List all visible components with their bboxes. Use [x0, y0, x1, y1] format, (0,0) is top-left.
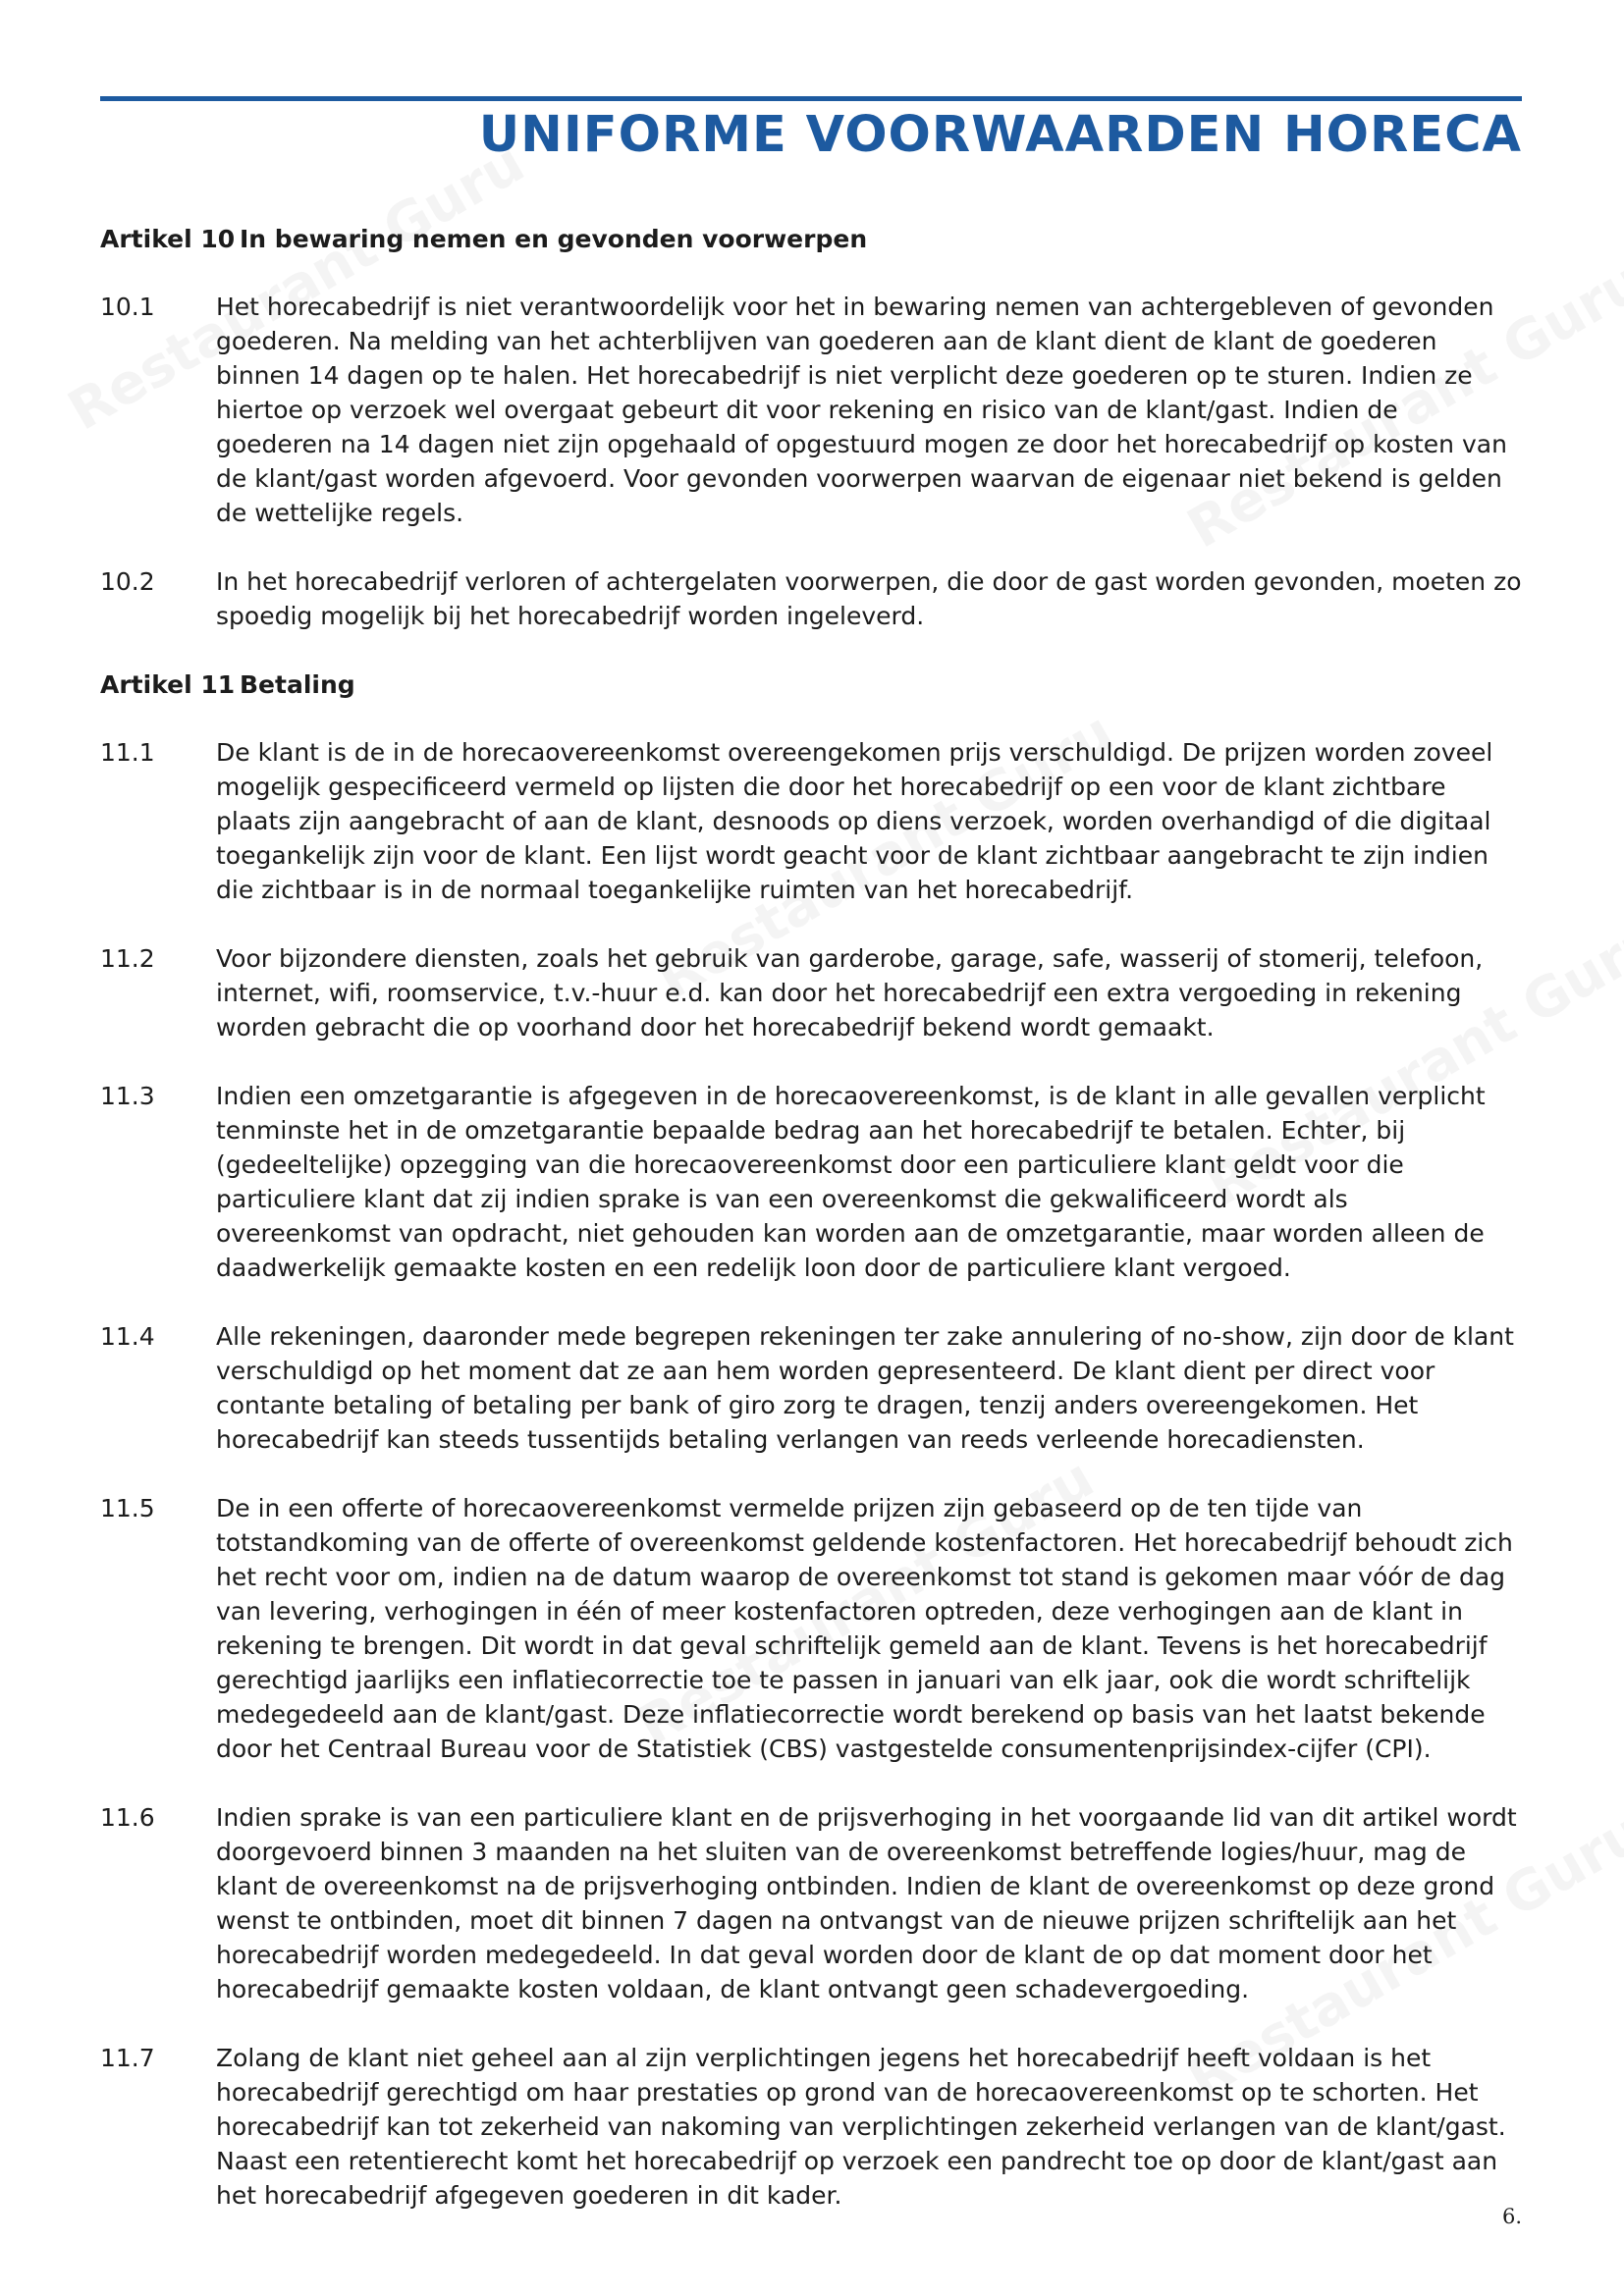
article-number: Artikel 11 [100, 670, 236, 699]
clause-number: 11.1 [100, 738, 155, 767]
clause-number: 11.4 [100, 1322, 155, 1351]
document-title: UNIFORME VOORWAARDEN HORECA [478, 106, 1522, 164]
article-heading [100, 667, 1522, 702]
clause-text: Indien een omzetgarantie is afgegeven in de horecaovereenkomst, is de klant in alle gevallen verplicht tenminste het in de omzetgarantie bepaalde bedrag aan het horecabedrijf te betalen. Echter, bij (gedeeltelijke) opzegging van die horecaovereenkomst door een particuliere klant geldt voor die particuliere klant dat zij indien sprake is van een overeenkomst die gekwalificeerd wordt als overeenkomst van opdracht, niet gehouden kan worden aan de omzetgarantie, maar worden alleen de daadwerkelijk gemaakte kosten en een redelijk loon door de particuliere klant vergoed. [216, 1082, 1486, 1282]
article-title: In bewaring nemen en gevonden voorwerpen [240, 225, 868, 253]
clause [100, 564, 1522, 633]
article-heading [100, 222, 1522, 256]
clause [100, 735, 1522, 907]
clause-number: 11.5 [100, 1494, 155, 1522]
clause-text: Voor bijzondere diensten, zoals het gebruik van garderobe, garage, safe, wasserij of stomerij, telefoon, internet, wifi, roomservice, t.v.-huur e.d. kan door het horecabedrijf een extra vergoeding in rekening worden gebracht die op voorhand door het horecabedrijf bekend wordt gemaakt. [216, 944, 1484, 1041]
article-number: Artikel 10 [100, 225, 236, 253]
clause [100, 290, 1522, 530]
clause [100, 2041, 1522, 2213]
clause [100, 1800, 1522, 2006]
page-number: 6. [1501, 2205, 1522, 2228]
clause-number: 10.2 [100, 567, 155, 596]
clause-text: In het horecabedrijf verloren of achtergelaten voorwerpen, die door de gast worden gevonden, moeten zo spoedig mogelijk bij het horecabedrijf worden ingeleverd. [216, 567, 1522, 630]
clause-number: 11.2 [100, 944, 155, 973]
clause [100, 1079, 1522, 1285]
clause-number: 11.3 [100, 1082, 155, 1110]
clause-text: Zolang de klant niet geheel aan al zijn verplichtingen jegens het horecabedrijf heeft voldaan is het horecabedrijf gerechtigd om haar prestaties op grond van de horecaovereenkomst op te schorten. Het horecabedrijf kan tot zekerheid van nakoming van verplichtingen zekerheid verlangen van de klant/gast. Naast een retentierecht komt het horecabedrijf op verzoek een pandrecht toe op door de klant/gast aan het horecabedrijf afgegeven goederen in dit kader. [216, 2044, 1506, 2210]
clause [100, 941, 1522, 1044]
clause-number: 11.6 [100, 1803, 155, 1832]
clause-text: Indien sprake is van een particuliere klant en de prijsverhoging in het voorgaande lid van dit artikel wordt doorgevoerd binnen 3 maanden na het sluiten van de overeenkomst betreffende logies/huur, mag de klant de overeenkomst na de prijsverhoging ontbinden. Indien de klant de overeenkomst op deze grond wenst te ontbinden, moet dit binnen 7 dagen na ontvangst van de nieuwe prijzen schriftelijk aan het horecabedrijf worden medegedeeld. In dat geval worden door de klant de op dat moment door het horecabedrijf gemaakte kosten voldaan, de klant ontvangt geen schadevergoeding. [216, 1803, 1517, 2003]
clause-text: Het horecabedrijf is niet verantwoordelijk voor het in bewaring nemen van achtergebleven of gevonden goederen. Na melding van het achterblijven van goederen aan de klant dient de klant de goederen binnen 14 dagen op te halen. Het horecabedrijf is niet verplicht deze goederen op te sturen. Indien ze hiertoe op verzoek wel overgaat gebeurt dit voor rekening en risico van de klant/gast. Indien de goederen na 14 dagen niet zijn opgehaald of opgestuurd mogen ze door het horecabedrijf op kosten van de klant/gast worden afgevoerd. Voor gevonden voorwerpen waarvan de eigenaar niet bekend is gelden de wettelijke regels. [216, 293, 1507, 527]
clause-number: 11.7 [100, 2044, 155, 2072]
clause-text: De in een offerte of horecaovereenkomst vermelde prijzen zijn gebaseerd op de ten tijde van totstandkoming van de offerte of overeenkomst geldende kostenfactoren. Het horecabedrijf behoudt zich het recht voor om, indien na de datum waarop de overeenkomst tot stand is gekomen maar vóór de dag van levering, verhogingen in één of meer kostenfactoren optreden, deze verhogingen aan de klant in rekening te brengen. Dit wordt in dat geval schriftelijk gemeld aan de klant. Tevens is het horecabedrijf gerechtigd jaarlijks een inflatiecorrectie toe te passen in januari van elk jaar, ook die wordt schriftelijk medegedeeld aan de klant/gast. Deze inflatiecorrectie wordt berekend op basis van het laatst bekende door het Centraal Bureau voor de Statistiek (CBS) vastgestelde consumentenprijsindex-cijfer (CPI). [216, 1494, 1513, 1763]
document-body [100, 222, 1522, 2247]
article-title: Betaling [240, 670, 355, 699]
clause [100, 1491, 1522, 1766]
clause-text: De klant is de in de horecaovereenkomst overeengekomen prijs verschuldigd. De prijzen worden zoveel mogelijk gespecificeerd vermeld op lijsten die door het horecabedrijf op een voor de klant zichtbare plaats zijn aangebracht of aan de klant, desnoods op diens verzoek, worden overhandigd of die digitaal toegankelijk zijn voor de klant. Een lijst wordt geacht voor de klant zichtbaar aangebracht te zijn indien die zichtbaar is in de normaal toegankelijke ruimten van het horecabedrijf. [216, 738, 1493, 904]
clause-text: Alle rekeningen, daaronder mede begrepen rekeningen ter zake annulering of no-show, zijn door de klant verschuldigd op het moment dat ze aan hem worden gepresenteerd. De klant dient per direct voor contante betaling of betaling per bank of giro zorg te dragen, tenzij anders overeengekomen. Het horecabedrijf kan steeds tussentijds betaling verlangen van reeds verleende horecadiensten. [216, 1322, 1514, 1454]
clause [100, 1319, 1522, 1457]
clause-number: 10.1 [100, 293, 155, 321]
header-rule [100, 96, 1522, 101]
